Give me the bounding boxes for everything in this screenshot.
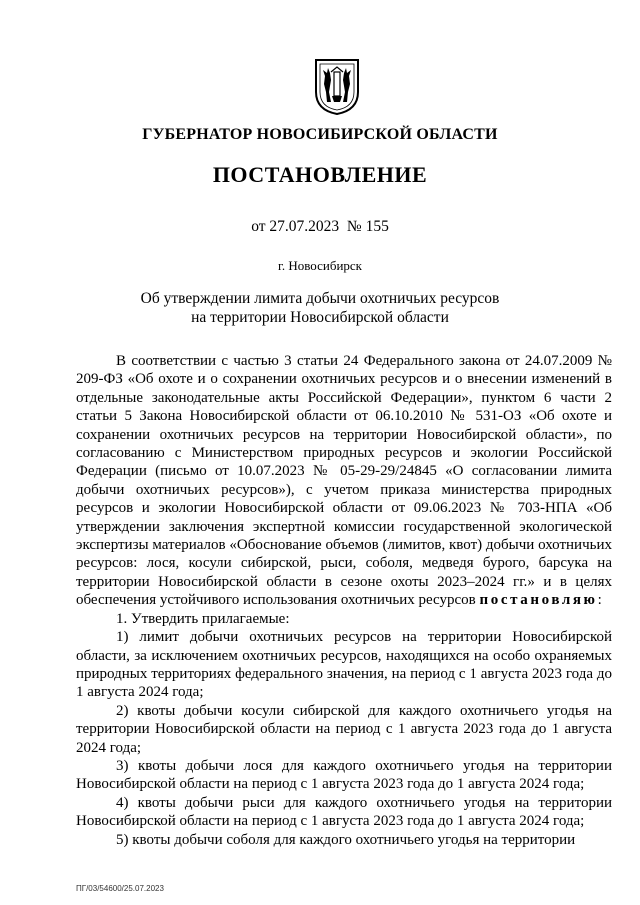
sub-item-1: 1) лимит добычи охотничьих ресурсов на территории Новосибирской области, за исключением охотничьих ресурсов, находящихся на особо охраняемых природных территориях федерального значения, на период с 1 августа 2023 года до 1 августа 2024 года; [76, 629, 612, 701]
footer-code: ПГ/03/54600/25.07.2023 [76, 884, 164, 893]
sub-item-3: 3) квоты добычи лося для каждого охотничьего угодья на территории Новосибирской области на период с 1 августа 2023 года до 1 августа 2024 года; [76, 757, 612, 793]
coat-of-arms-icon [314, 58, 360, 116]
sub-item-2: 2) квоты добычи косули сибирской для каждого охотничьего угодья на территории Новосибирской области на период с 1 августа 2023 года до 1 августа 2024 года; [76, 702, 612, 756]
preamble-paragraph [76, 352, 612, 610]
document-title [0, 289, 640, 327]
date-prefix: от [251, 218, 270, 235]
resolve-suffix: : [597, 592, 602, 609]
title-line-2: на территории Новосибирской области [191, 309, 449, 326]
date-number-line [0, 218, 640, 236]
document-type: ПОСТАНОВЛЕНИЕ [212, 162, 428, 187]
preamble-text: В соответствии с частью 3 статьи 24 Федерального закона от 24.07.2009 № 209-ФЗ «Об охоте и о сохранении охотничьих ресурсов и о внесении изменений в отдельные законодательные акты Российской Федерации», пунктом 6 части 2 статьи 5 Закона Новосибирской области от 06.10.2010 № 531-ОЗ «Об охоте и сохранении охотничьих ресурсов на территории Новосибирской области», по согласованию с Министерством природных ресурсов и экологии Российской Федерации (письмо от 10.07.2023 № 05-29-29/24845 «О согласовании лимита добычи охотничьих ресурсов»), с учетом приказа министерства природных ресурсов и экологии Новосибирской области от 09.06.2023 № 703-НПА «Об утверждении заключения экспертной комиссии государственной экологической экспертизы материалов «Обоснование объемов (лимитов, квот) добычи охотничьих ресурсов: лося, косули сибирской, рыси, соболя, медведя бурого, барсука на территории Новосибирской области в сезоне охоты 2023–2024 гг.» и в целях обеспечения устойчивого использования охотничьих ресурсов [76, 353, 612, 609]
number-prefix: № [339, 218, 366, 235]
issuing-authority: ГУБЕРНАТОР НОВОСИБИРСКОЙ ОБЛАСТИ [142, 126, 498, 143]
document-body [76, 352, 612, 849]
sub-item-4: 4) квоты добычи рыси для каждого охотничьего угодья на территории Новосибирской области на период с 1 августа 2023 года до 1 августа 2024 года; [76, 794, 612, 830]
document-date: 27.07.2023 [269, 218, 340, 235]
city-line: г. Новосибирск [277, 258, 362, 273]
title-line-1: Об утверждении лимита добычи охотничьих ресурсов [140, 290, 500, 307]
document-number: 155 [365, 218, 389, 235]
sub-item-5: 5) квоты добычи соболя для каждого охотничьего угодья на территории [116, 831, 576, 848]
resolve-word: постановляю [479, 592, 598, 609]
item-1: 1. Утвердить прилагаемые: [116, 610, 290, 627]
